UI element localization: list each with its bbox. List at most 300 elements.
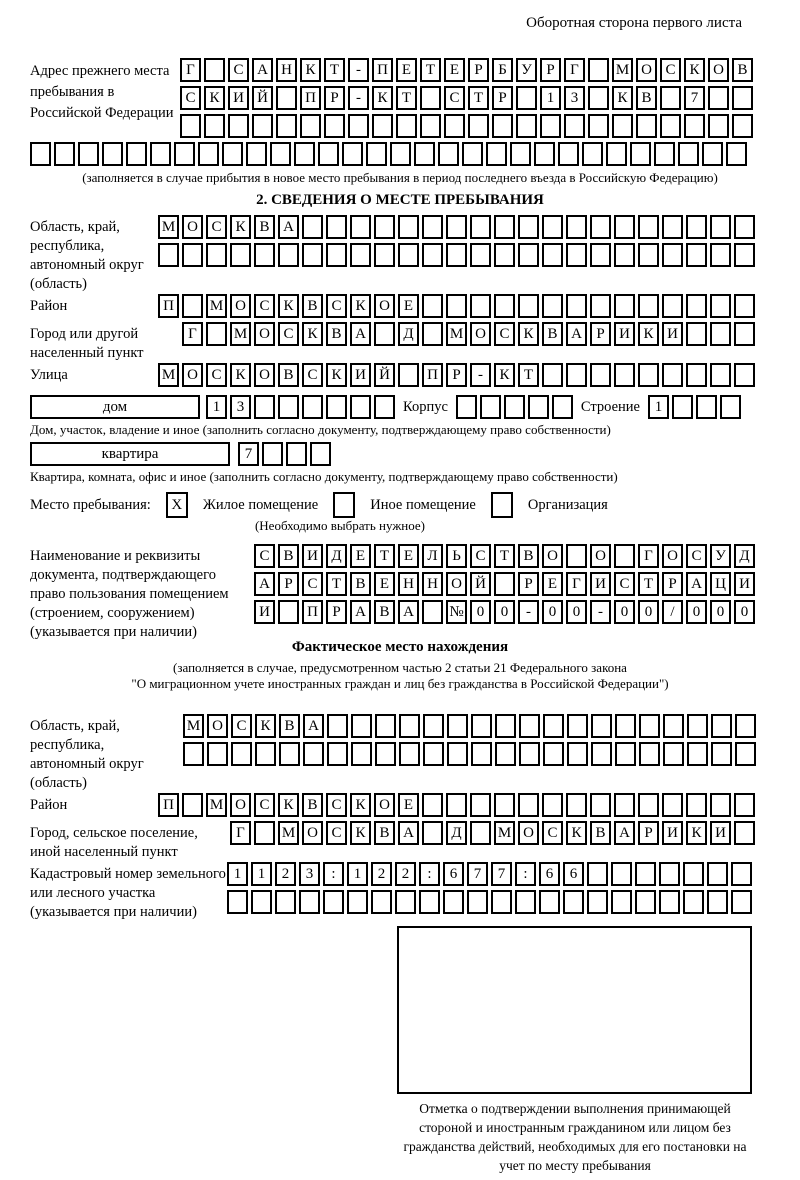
char-cell (654, 142, 675, 166)
char-cell (683, 890, 704, 914)
char-cell: С (686, 544, 707, 568)
char-cell: 6 (443, 862, 464, 886)
char-cell (444, 114, 465, 138)
char-cell (438, 142, 459, 166)
char-cell: О (708, 58, 729, 82)
char-cell: В (254, 215, 275, 239)
char-cell (638, 243, 659, 267)
char-cell (518, 294, 539, 318)
char-cell (254, 243, 275, 267)
char-cell: 2 (275, 862, 296, 886)
title-document-group (30, 544, 770, 640)
char-cell: А (350, 600, 371, 624)
char-cell (230, 243, 251, 267)
option-residential-label: Жилое помещение (202, 496, 319, 513)
actual-region-group (30, 714, 770, 793)
char-cell: Е (398, 294, 419, 318)
char-cell: О (636, 58, 657, 82)
char-cell: М (183, 714, 204, 738)
char-cell (552, 395, 573, 419)
char-cell (614, 544, 635, 568)
char-cell (710, 793, 731, 817)
char-cell: 7 (684, 86, 705, 110)
char-cell (495, 714, 516, 738)
char-cell: В (302, 793, 323, 817)
char-cell (686, 294, 707, 318)
char-cell: К (230, 215, 251, 239)
option-other-premises-label: Иное помещение (370, 496, 476, 513)
char-cell: 0 (470, 600, 491, 624)
char-cell (30, 142, 51, 166)
char-cell (366, 142, 387, 166)
char-cell: В (374, 821, 395, 845)
char-cell: - (590, 600, 611, 624)
cadastre-group (30, 862, 770, 918)
char-cell (587, 862, 608, 886)
region-group (30, 215, 770, 294)
char-cell: К (566, 821, 587, 845)
char-cell: Н (398, 572, 419, 596)
char-cell: А (278, 215, 299, 239)
char-cell (276, 114, 297, 138)
char-cell (470, 821, 491, 845)
char-cell: 3 (230, 395, 251, 419)
char-cell (390, 142, 411, 166)
actual-city-row (230, 821, 755, 845)
char-cell: О (230, 294, 251, 318)
char-cell: В (518, 544, 539, 568)
char-cell: 7 (467, 862, 488, 886)
previous-address-row-4 (30, 142, 770, 166)
char-cell (678, 142, 699, 166)
char-cell: В (326, 322, 347, 346)
char-cell: И (710, 821, 731, 845)
char-cell (636, 114, 657, 138)
char-cell (446, 294, 467, 318)
confirmation-note: Отметка о подтверждении выполнения принимающей стороной и иностранным гражданином или лицом без гражданства действий, необходимых для его постановки на учет по месту пребывания (403, 1101, 747, 1173)
char-cell (327, 742, 348, 766)
actual-location-note-1: (заполняется в случае, предусмотренном частью 2 статьи 21 Федерального закона (173, 660, 627, 675)
char-cell (662, 215, 683, 239)
char-cell (480, 395, 501, 419)
char-cell (326, 243, 347, 267)
cadastre-row-2 (227, 890, 752, 914)
char-cell: К (230, 363, 251, 387)
char-cell (563, 890, 584, 914)
char-cell (420, 114, 441, 138)
char-cell: : (419, 862, 440, 886)
char-cell: О (446, 572, 467, 596)
char-cell (422, 322, 443, 346)
char-cell (588, 86, 609, 110)
char-cell (486, 142, 507, 166)
char-cell: В (278, 544, 299, 568)
apartment-note: Квартира, комната, офис и иное (заполнить согласно документу, подтверждающему право собственности) (30, 469, 618, 484)
char-cell (102, 142, 123, 166)
char-cell (659, 862, 680, 886)
char-cell: Е (444, 58, 465, 82)
char-cell (686, 793, 707, 817)
char-cell: В (279, 714, 300, 738)
char-cell: Ц (710, 572, 731, 596)
char-cell (494, 294, 515, 318)
char-cell (540, 114, 561, 138)
char-cell: О (374, 793, 395, 817)
char-cell (515, 890, 536, 914)
char-cell: С (302, 572, 323, 596)
char-cell (422, 294, 443, 318)
char-cell: В (278, 363, 299, 387)
char-cell: Й (470, 572, 491, 596)
char-cell (614, 294, 635, 318)
char-cell (495, 742, 516, 766)
char-cell: - (518, 600, 539, 624)
char-cell: М (612, 58, 633, 82)
char-cell (732, 114, 753, 138)
char-cell: 0 (542, 600, 563, 624)
char-cell (587, 890, 608, 914)
char-cell (158, 243, 179, 267)
char-cell: 0 (566, 600, 587, 624)
char-cell (300, 114, 321, 138)
char-cell (702, 142, 723, 166)
char-cell: Г (638, 544, 659, 568)
char-cell: С (542, 821, 563, 845)
char-cell (662, 793, 683, 817)
char-cell (518, 215, 539, 239)
char-cell (342, 142, 363, 166)
char-cell (446, 215, 467, 239)
char-cell (591, 714, 612, 738)
street-row (158, 363, 755, 387)
char-cell (735, 742, 756, 766)
char-cell (447, 714, 468, 738)
char-cell (222, 142, 243, 166)
char-cell: Б (492, 58, 513, 82)
char-cell (720, 395, 741, 419)
char-cell (734, 294, 755, 318)
char-cell: К (278, 294, 299, 318)
char-cell (318, 142, 339, 166)
city-label: Город или другой населенный пункт (30, 326, 144, 361)
char-cell (207, 742, 228, 766)
char-cell (462, 142, 483, 166)
char-cell (516, 86, 537, 110)
char-cell: А (566, 322, 587, 346)
char-cell: Т (324, 58, 345, 82)
char-cell: Р (326, 600, 347, 624)
stay-type-note: (Необходимо выбрать нужное) (254, 518, 426, 533)
char-cell (327, 714, 348, 738)
char-cell: Т (326, 572, 347, 596)
char-cell: О (254, 363, 275, 387)
char-cell (278, 243, 299, 267)
char-cell: О (230, 793, 251, 817)
char-cell: В (590, 821, 611, 845)
char-cell (519, 714, 540, 738)
region-row-2 (158, 243, 755, 267)
apartment-box-label: квартира (30, 442, 230, 466)
char-cell (180, 114, 201, 138)
char-cell: Р (638, 821, 659, 845)
char-cell: К (686, 821, 707, 845)
actual-location-title: Фактическое место нахождения (291, 639, 509, 655)
char-cell (350, 395, 371, 419)
char-cell: М (206, 793, 227, 817)
char-cell (276, 86, 297, 110)
char-cell (446, 793, 467, 817)
char-cell (470, 793, 491, 817)
char-cell: М (158, 363, 179, 387)
char-cell: Т (374, 544, 395, 568)
char-cell (635, 890, 656, 914)
char-cell: К (684, 58, 705, 82)
char-cell (374, 243, 395, 267)
char-cell: 3 (299, 862, 320, 886)
actual-region-row-2 (183, 742, 756, 766)
char-cell: И (734, 572, 755, 596)
char-cell (731, 862, 752, 886)
char-cell (566, 215, 587, 239)
char-cell: С (254, 294, 275, 318)
char-cell: Е (398, 793, 419, 817)
char-cell (126, 142, 147, 166)
char-cell: Р (324, 86, 345, 110)
char-cell: У (710, 544, 731, 568)
char-cell: О (518, 821, 539, 845)
char-cell (707, 862, 728, 886)
char-cell: П (158, 793, 179, 817)
char-cell (206, 322, 227, 346)
char-cell (446, 243, 467, 267)
char-cell (686, 322, 707, 346)
char-cell (638, 215, 659, 239)
char-cell: 0 (734, 600, 755, 624)
char-cell: А (252, 58, 273, 82)
char-cell (630, 142, 651, 166)
char-cell (174, 142, 195, 166)
char-cell (566, 243, 587, 267)
char-cell (543, 714, 564, 738)
char-cell: Р (468, 58, 489, 82)
char-cell (518, 243, 539, 267)
char-cell: М (230, 322, 251, 346)
char-cell: И (590, 572, 611, 596)
char-cell (323, 890, 344, 914)
char-cell: К (350, 294, 371, 318)
char-cell: В (542, 322, 563, 346)
char-cell (398, 243, 419, 267)
char-cell (422, 821, 443, 845)
char-cell: С (228, 58, 249, 82)
char-cell: / (662, 600, 683, 624)
char-cell: 2 (371, 862, 392, 886)
stroenie-label: Строение (580, 398, 640, 415)
char-cell: Е (398, 544, 419, 568)
district-label: Район (30, 298, 68, 314)
char-cell (707, 890, 728, 914)
checkbox-residential: X (166, 492, 188, 518)
char-cell: - (348, 86, 369, 110)
char-cell (422, 600, 443, 624)
actual-region-row-1 (183, 714, 756, 738)
char-cell: С (660, 58, 681, 82)
char-cell (591, 742, 612, 766)
char-cell: П (300, 86, 321, 110)
char-cell: 1 (206, 395, 227, 419)
char-cell (470, 294, 491, 318)
char-cell: 0 (638, 600, 659, 624)
char-cell: Р (492, 86, 513, 110)
char-cell: Л (422, 544, 443, 568)
char-cell: Г (182, 322, 203, 346)
char-cell: К (278, 793, 299, 817)
char-cell (375, 714, 396, 738)
char-cell: С (470, 544, 491, 568)
char-cell (662, 294, 683, 318)
char-cell: А (614, 821, 635, 845)
char-cell (612, 114, 633, 138)
char-cell (251, 890, 272, 914)
previous-address-label: Адрес прежнего места пребывания в Российской Федерации (30, 63, 174, 121)
char-cell: Е (542, 572, 563, 596)
char-cell (468, 114, 489, 138)
char-cell: К (326, 363, 347, 387)
actual-district-label: Район (30, 797, 68, 813)
char-cell (638, 294, 659, 318)
char-cell (494, 215, 515, 239)
char-cell (204, 58, 225, 82)
char-cell (543, 742, 564, 766)
actual-location-note-2: "О миграционном учете иностранных граждан и лиц без гражданства в Российской Федерации") (131, 676, 669, 691)
char-cell (510, 142, 531, 166)
char-cell (614, 363, 635, 387)
char-cell (567, 742, 588, 766)
char-cell: 7 (238, 442, 259, 466)
char-cell: С (231, 714, 252, 738)
char-cell: Г (566, 572, 587, 596)
char-cell (710, 243, 731, 267)
char-cell: Р (590, 322, 611, 346)
char-cell: С (254, 793, 275, 817)
char-cell (324, 114, 345, 138)
char-cell (734, 793, 755, 817)
char-cell (254, 395, 275, 419)
char-cell (326, 395, 347, 419)
char-cell: 1 (227, 862, 248, 886)
city-row (182, 322, 755, 346)
char-cell (516, 114, 537, 138)
char-cell: П (422, 363, 443, 387)
char-cell: П (302, 600, 323, 624)
checkbox-other-premises (333, 492, 355, 518)
char-cell (519, 742, 540, 766)
char-cell (684, 114, 705, 138)
char-cell: М (494, 821, 515, 845)
option-organization-label: Организация (527, 496, 608, 513)
char-cell: С (444, 86, 465, 110)
char-cell (414, 142, 435, 166)
char-cell: И (614, 322, 635, 346)
char-cell (614, 215, 635, 239)
char-cell: С (614, 572, 635, 596)
char-cell: 1 (347, 862, 368, 886)
title-document-row-2 (254, 572, 755, 596)
previous-address-row-1 (180, 58, 753, 82)
char-cell: - (348, 58, 369, 82)
cadastre-row-1 (227, 862, 752, 886)
char-cell: : (515, 862, 536, 886)
char-cell (639, 742, 660, 766)
char-cell (310, 442, 331, 466)
char-cell (614, 243, 635, 267)
char-cell (198, 142, 219, 166)
char-cell (182, 243, 203, 267)
char-cell (467, 890, 488, 914)
char-cell (278, 395, 299, 419)
char-cell: М (446, 322, 467, 346)
char-cell (422, 243, 443, 267)
char-cell: Д (326, 544, 347, 568)
char-cell: О (542, 544, 563, 568)
char-cell (286, 442, 307, 466)
char-cell: С (278, 322, 299, 346)
actual-region-label: Область, край, республика, автономный округ (область) (30, 718, 144, 791)
char-cell (422, 215, 443, 239)
char-cell (228, 114, 249, 138)
char-cell (687, 714, 708, 738)
char-cell (696, 395, 717, 419)
char-cell: С (206, 215, 227, 239)
char-cell: О (182, 363, 203, 387)
char-cell (398, 215, 419, 239)
char-cell: А (398, 600, 419, 624)
char-cell: И (228, 86, 249, 110)
char-cell (686, 363, 707, 387)
char-cell: О (590, 544, 611, 568)
char-cell (447, 742, 468, 766)
char-cell (518, 793, 539, 817)
char-cell (423, 714, 444, 738)
char-cell: В (302, 294, 323, 318)
char-cell (638, 363, 659, 387)
char-cell: 7 (491, 862, 512, 886)
char-cell (590, 363, 611, 387)
char-cell (420, 86, 441, 110)
char-cell (348, 114, 369, 138)
char-cell: Г (230, 821, 251, 845)
char-cell (395, 890, 416, 914)
char-cell (590, 793, 611, 817)
char-cell (734, 215, 755, 239)
char-cell (372, 114, 393, 138)
stay-type-row (30, 492, 770, 518)
char-cell (683, 862, 704, 886)
char-cell (615, 714, 636, 738)
char-cell: Д (398, 322, 419, 346)
char-cell: С (326, 821, 347, 845)
char-cell: 0 (686, 600, 707, 624)
house-number-row (206, 395, 395, 419)
char-cell: С (206, 363, 227, 387)
char-cell: С (254, 544, 275, 568)
char-cell (351, 742, 372, 766)
char-cell (443, 890, 464, 914)
char-cell (542, 363, 563, 387)
char-cell (183, 742, 204, 766)
char-cell (294, 142, 315, 166)
char-cell: С (494, 322, 515, 346)
